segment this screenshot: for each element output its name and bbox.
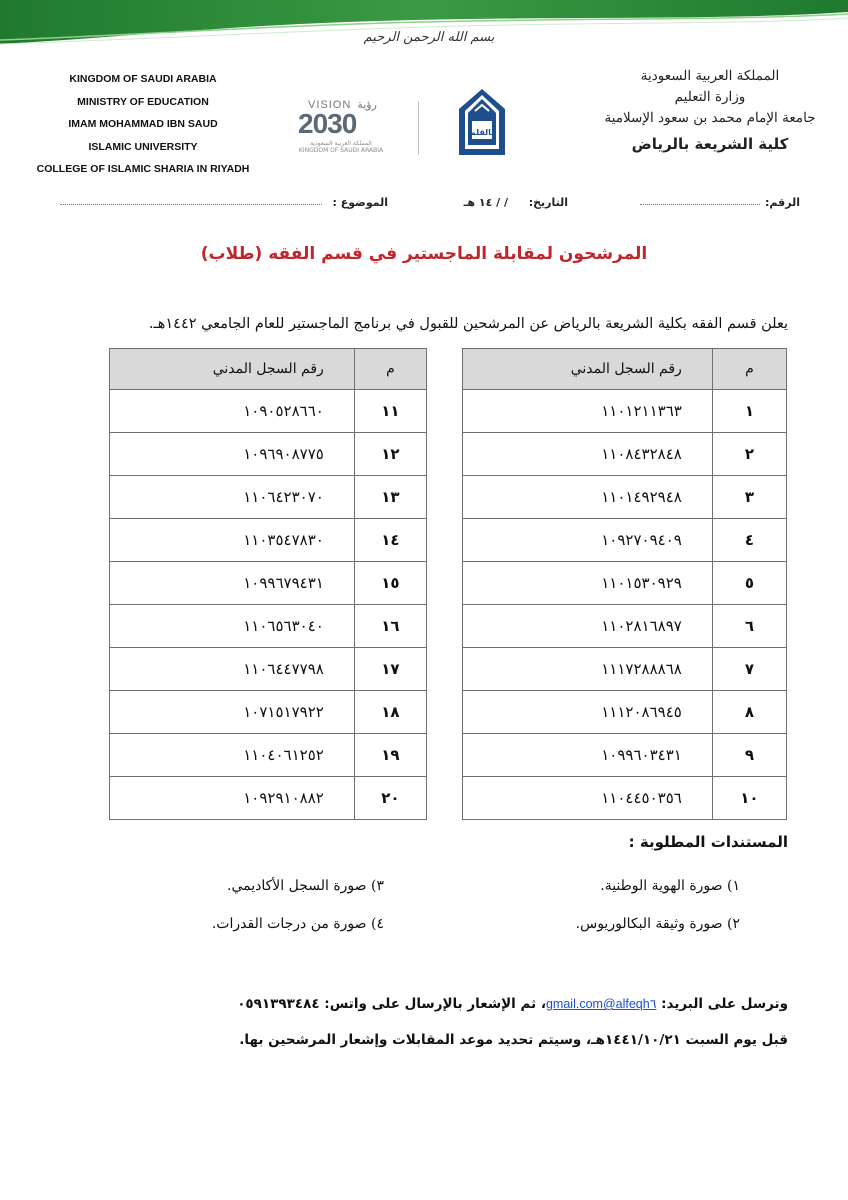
required-documents-title: المستندات المطلوبة :: [628, 833, 788, 851]
table-row: [463, 648, 787, 691]
submission-instructions: [60, 996, 788, 1012]
row-number: ٩: [712, 734, 786, 777]
civil-record-number: ١١١٢٠٨٦٩٤٥: [463, 691, 713, 734]
vision-year: 2030: [298, 108, 357, 139]
column-header-record: رقم السجل المدني: [110, 349, 355, 390]
university-logo-icon: [457, 87, 507, 157]
svg-text:بالقلم: بالقلم: [469, 128, 495, 137]
civil-record-number: ١١٠٦٤٢٣٠٧٠: [110, 476, 355, 519]
table-row: [463, 390, 787, 433]
civil-record-number: ١١٠٤٤٥٠٣٥٦: [463, 777, 713, 820]
english-header-line: KINGDOM OF SAUDI ARABIA: [69, 73, 217, 85]
civil-record-number: ١٠٩٩٦٠٣٤٣١: [463, 734, 713, 777]
row-number: ٣: [712, 476, 786, 519]
table-row: [463, 476, 787, 519]
table-row: [463, 691, 787, 734]
civil-record-number: ١٠٩٦٩٠٨٧٧٥: [110, 433, 355, 476]
page-title: المرشحون لمقابلة الماجستير في قسم الفقه (طلاب): [200, 244, 648, 264]
row-number: ٦: [712, 605, 786, 648]
required-document-item: ٣) صورة السجل الأكاديمي.: [227, 878, 384, 894]
row-number: ١٩: [354, 734, 426, 777]
civil-record-number: ١١٠٢٨١٦٨٩٧: [463, 605, 713, 648]
basmala: بسم الله الرحمن الرحيم: [363, 30, 495, 45]
civil-record-number: ١١٠٣٥٤٧٨٣٠: [110, 519, 355, 562]
intro-paragraph: يعلن قسم الفقه بكلية الشريعة بالرياض عن المرشحين للقبول في برنامج الماجستير للعام الجامعي ١٤٤٢هـ.: [148, 316, 788, 332]
row-number: ٢: [712, 433, 786, 476]
row-number: ٢٠: [354, 777, 426, 820]
required-document-item: ٢) صورة وثيقة البكالوريوس.: [575, 916, 740, 932]
row-number: ١٧: [354, 648, 426, 691]
english-header: [28, 68, 258, 181]
table-row: [110, 605, 427, 648]
number-field: [640, 194, 760, 205]
row-number: ١: [712, 390, 786, 433]
submission-deadline: قبل يوم السبت ١٤٤١/١٠/٢١هـ، وسيتم تحديد موعد المقابلات وإشعار المرشحين بها.: [239, 1032, 788, 1048]
college-name: كلية الشريعة بالرياض: [631, 135, 789, 153]
number-label: الرقم:: [765, 196, 800, 209]
table-row: [110, 390, 427, 433]
vision-2030-logo: [292, 98, 388, 160]
english-header-line: IMAM MOHAMMAD IBN SAUD: [68, 118, 218, 130]
civil-record-number: ١١٠٦٤٤٧٧٩٨: [110, 648, 355, 691]
english-header-line: ISLAMIC UNIVERSITY: [88, 140, 198, 153]
date-format: / / ١٤ هـ: [463, 196, 508, 209]
table-row: [110, 476, 427, 519]
civil-record-number: ١١٠٨٤٣٢٨٤٨: [463, 433, 713, 476]
arabic-header-line: وزارة التعليم: [674, 89, 746, 105]
table-row: [463, 605, 787, 648]
table-row: [463, 519, 787, 562]
row-number: ١٠: [712, 777, 786, 820]
vision-word: VISION رؤية: [308, 99, 377, 111]
table-row: [463, 562, 787, 605]
table-row: [110, 734, 427, 777]
candidates-table-right: [462, 348, 787, 820]
date-label: التاريخ:: [528, 196, 568, 209]
table-row: [463, 433, 787, 476]
column-header-record: رقم السجل المدني: [463, 349, 713, 390]
subject-label: الموضوع :: [332, 196, 388, 209]
arabic-header: [600, 66, 820, 155]
row-number: ١٨: [354, 691, 426, 734]
table-row: [110, 691, 427, 734]
civil-record-number: ١٠٩٩٦٧٩٤٣١: [110, 562, 355, 605]
english-header-line: MINISTRY OF EDUCATION: [77, 95, 209, 108]
table-row: [463, 777, 787, 820]
english-header-line: COLLEGE OF ISLAMIC SHARIA IN RIYADH: [36, 163, 250, 175]
row-number: ١٢: [354, 433, 426, 476]
civil-record-number: ١١٠١٢١١٣٦٣: [463, 390, 713, 433]
email-link[interactable]: alfeqh٦@gmail.com: [545, 997, 657, 1011]
required-document-item: ١) صورة الهوية الوطنية.: [600, 878, 740, 894]
column-header-number: م: [712, 349, 786, 390]
required-document-item: ٤) صورة من درجات القدرات.: [211, 916, 384, 932]
send-suffix: ، ثم الإشعار بالإرسال على واتس: ٠٥٩١٣٩٣٤٨٤: [237, 996, 546, 1012]
table-row: [110, 562, 427, 605]
table-row: [110, 648, 427, 691]
civil-record-number: ١١٠١٥٣٠٩٢٩: [463, 562, 713, 605]
table-header-row: [110, 349, 427, 390]
civil-record-number: ١٠٩٢٩١٠٨٨٢: [110, 777, 355, 820]
table-row: [463, 734, 787, 777]
send-prefix: وترسل على البريد:: [661, 996, 788, 1012]
table-row: [110, 777, 427, 820]
table-row: [110, 519, 427, 562]
row-number: ١٦: [354, 605, 426, 648]
civil-record-number: ١٠٩٠٥٢٨٦٦٠: [110, 390, 355, 433]
header-divider: [418, 102, 419, 154]
row-number: ٥: [712, 562, 786, 605]
row-number: ١٣: [354, 476, 426, 519]
row-number: ١٥: [354, 562, 426, 605]
vision-subtitle: المملكة العربية السعودية KINGDOM OF SAUDI ARABIA: [298, 140, 384, 154]
candidates-table-left: [109, 348, 427, 820]
table-header-row: [463, 349, 787, 390]
column-header-number: م: [354, 349, 426, 390]
subject-field: [60, 194, 322, 205]
arabic-header-line: جامعة الإمام محمد بن سعود الإسلامية: [604, 110, 816, 126]
row-number: ٤: [712, 519, 786, 562]
civil-record-number: ١٠٩٢٧٠٩٤٠٩: [463, 519, 713, 562]
reference-row: [60, 196, 800, 216]
civil-record-number: ١١٠٦٥٦٣٠٤٠: [110, 605, 355, 648]
row-number: ٨: [712, 691, 786, 734]
row-number: ١٤: [354, 519, 426, 562]
civil-record-number: ١٠٧١٥١٧٩٢٢: [110, 691, 355, 734]
row-number: ٧: [712, 648, 786, 691]
arabic-header-line: المملكة العربية السعودية: [640, 68, 780, 84]
row-number: ١١: [354, 390, 426, 433]
civil-record-number: ١١١٧٢٨٨٨٦٨: [463, 648, 713, 691]
civil-record-number: ١١٠٤٠٦١٢٥٢: [110, 734, 355, 777]
table-row: [110, 433, 427, 476]
civil-record-number: ١١٠١٤٩٢٩٤٨: [463, 476, 713, 519]
